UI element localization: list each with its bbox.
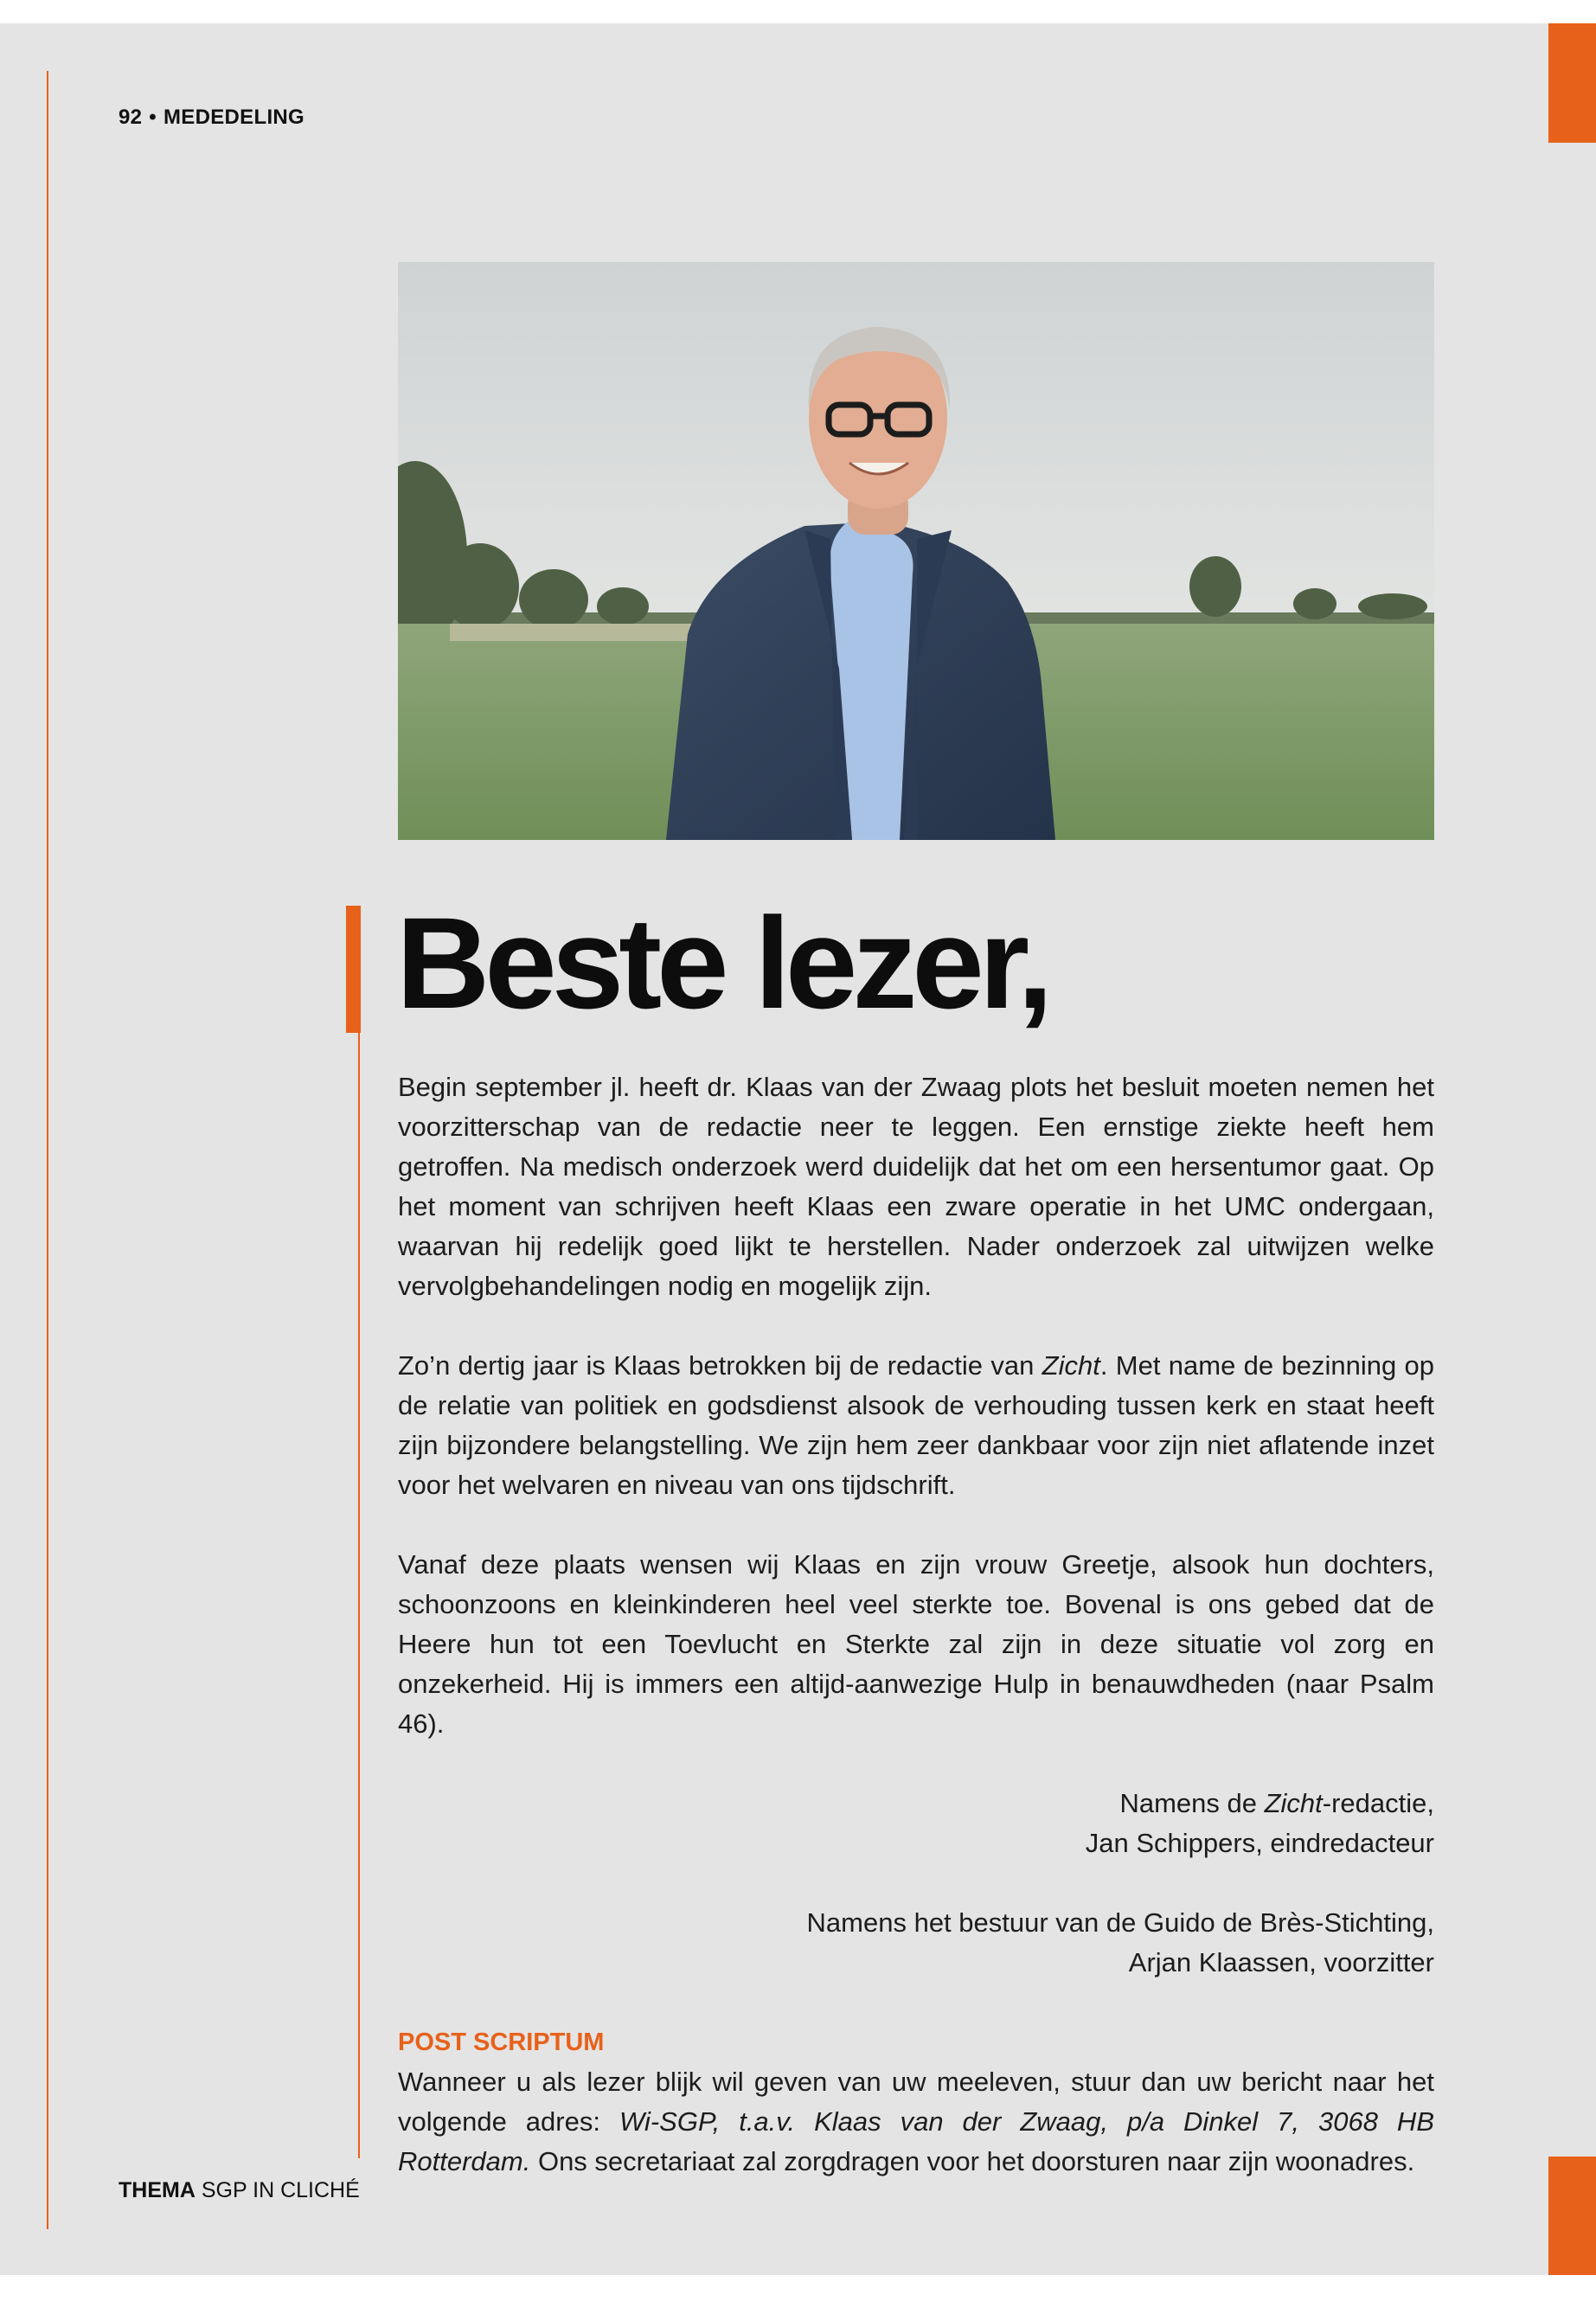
portrait-photo: [398, 262, 1434, 840]
section-label: MEDEDELING: [163, 106, 305, 129]
signature-2-name: Arjan Klaassen, voorzitter: [1128, 1947, 1434, 1977]
content-rule: [358, 908, 360, 2158]
header-separator: •: [149, 106, 157, 129]
magazine-name: Zicht: [1042, 1350, 1100, 1381]
left-margin-rule: [47, 71, 48, 2229]
post-scriptum-start: Wanneer u als lezer blijk wil geven van uw meeleven, stuur dan uw bericht naar het volgende adres:: [398, 2067, 1434, 2137]
post-scriptum-text: [398, 2062, 1434, 2182]
signature-1-prefix: Namens de: [1119, 1788, 1265, 1818]
paragraph-2-end: . Met name de bezinning op de relatie van politiek en godsdienst alsook de verhouding tussen kerk en staat heeft zijn bijzondere belangstelling. We zijn hem zeer dankbaar voor zijn niet aflatende inzet voor het welvaren en niveau van ons tijdschrift.: [398, 1350, 1434, 1500]
footer-theme-label: THEMA: [119, 2178, 195, 2202]
signature-1-italic: Zicht: [1264, 1788, 1323, 1818]
signature-1-suffix: -redactie,: [1322, 1788, 1434, 1818]
title-accent-bar: [346, 906, 361, 1033]
paragraph-3: Vanaf deze plaats wensen wij Klaas en zijn vrouw Greetje, alsook hun dochters, schoonzoons en kleinkinderen heel veel sterkte toe. Bovenal is ons gebed dat de Heere hun tot een Toevlucht en Sterkte zal zijn in deze situatie vol zorg en onzekerheid. Hij is immers een altijd-aanwezige Hulp in benauwdheden (naar Psalm 46).: [398, 1549, 1434, 1739]
signature-editorial: [398, 1784, 1434, 1863]
post-scriptum-heading: POST SCRIPTUM: [398, 2029, 605, 2056]
post-scriptum-end: Ons secretariaat zal zorgdragen voor het doorsturen naar zijn woonadres.: [530, 2146, 1415, 2176]
signature-board: [398, 1903, 1434, 1983]
signature-1-name: Jan Schippers, eindredacteur: [1085, 1828, 1434, 1858]
postal-address: Wi-SGP, t.a.v. Klaas van der Zwaag, p/a Dinkel 7, 3068 HB Rotterdam.: [398, 2106, 1434, 2176]
footer-theme-title: SGP IN CLICHÉ: [195, 2178, 360, 2202]
page-number: 92: [119, 106, 143, 129]
page-title: Beste lezer,: [396, 890, 1048, 1035]
paragraph-1: Begin september jl. heeft dr. Klaas van der Zwaag plots het besluit moeten nemen het voorzitterschap van de redactie neer te leggen. Een ernstige ziekte heeft hem getroffen. Na medisch onderzoek werd duidelijk dat het om een hersentumor gaat. Op het moment van schrijven heeft Klaas een zware operatie in het UMC ondergaan, waarvan hij redelijk goed lijkt te herstellen. Nader onderzoek zal uitwijzen welke vervolgbehandelingen nodig en mogelijk zijn.: [398, 1072, 1434, 1301]
signature-2-line: Namens het bestuur van de Guido de Brès-Stichting,: [806, 1907, 1434, 1938]
page-header: [119, 106, 304, 130]
paragraph-2: [398, 1346, 1434, 1505]
bottom-orange-tab: [1548, 2157, 1596, 2275]
paragraph-2-start: Zo’n dertig jaar is Klaas betrokken bij de redactie van: [398, 1350, 1042, 1381]
page-footer: [119, 2178, 360, 2203]
top-orange-tab: [1548, 23, 1596, 143]
letter-body: [398, 1067, 1434, 2182]
